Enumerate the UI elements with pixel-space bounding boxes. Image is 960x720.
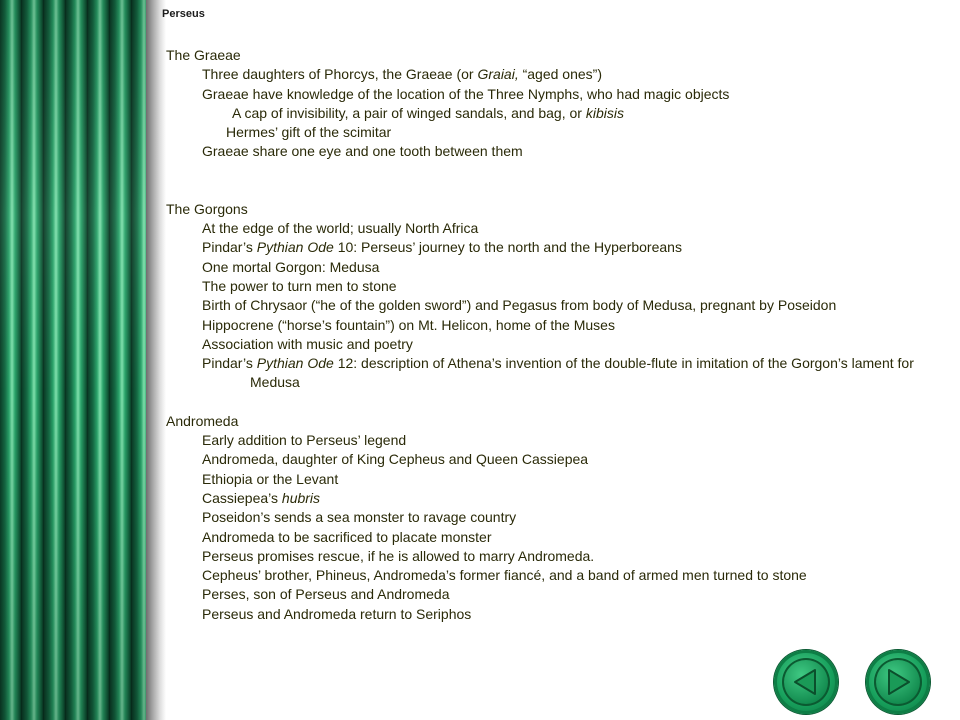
bullet-line: Perseus promises rescue, if he is allowed to marry Andromeda. [202, 547, 595, 564]
bullet-line: Pindar’s Pythian Ode 12: description of Athena’s invention of the double-flute in imitation of the Gorgon’s lament for Medusa [202, 355, 914, 391]
next-button[interactable] [866, 650, 930, 714]
section-graeae [166, 46, 946, 181]
forward-triangle-icon [880, 664, 916, 700]
decorative-side-band [0, 0, 146, 720]
bullet-line: Hermes’ gift of the scimitar [226, 124, 392, 141]
bullet-line: Cassiepea’s hubris [202, 489, 321, 506]
back-button[interactable] [774, 650, 838, 714]
slide-title: Perseus [162, 8, 205, 20]
slide-content [166, 46, 946, 624]
bullet-line: At the edge of the world; usually North Africa [202, 220, 479, 237]
side-band-shadow [146, 0, 166, 720]
back-triangle-icon [788, 664, 824, 700]
section-andromeda [166, 412, 946, 624]
bullet-line: Andromeda, daughter of King Cepheus and Queen Cassiepea [202, 451, 589, 468]
section-heading: Andromeda [166, 412, 239, 429]
bullet-line: Birth of Chrysaor (“he of the golden sword”) and Pegasus from body of Medusa, pregnant by Poseidon [202, 297, 837, 314]
bullet-line: Pindar’s Pythian Ode 10: Perseus’ journey to the north and the Hyperboreans [202, 239, 682, 256]
bullet-line: Perses, son of Perseus and Andromeda [202, 586, 450, 603]
bullet-line: Three daughters of Phorcys, the Graeae (or Graiai, “aged ones”) [202, 66, 602, 83]
bullet-line: Graeae share one eye and one tooth between them [202, 143, 523, 160]
section-heading: The Graeae [166, 47, 241, 63]
bullet-line: Early addition to Perseus’ legend [202, 432, 407, 449]
spacer [166, 162, 946, 181]
bullet-line: Ethiopia or the Levant [202, 470, 339, 487]
bullet-line: Hippocrene (“horse’s fountain”) on Mt. Helicon, home of the Muses [202, 316, 615, 333]
bullet-line: Graeae have knowledge of the location of the Three Nymphs, who had magic objects [202, 85, 730, 102]
section-gorgons [166, 200, 946, 393]
bullet-line: Andromeda to be sacrificed to placate monster [202, 528, 492, 545]
bullet-line: One mortal Gorgon: Medusa [202, 258, 380, 275]
bullet-line: Cepheus’ brother, Phineus, Andromeda’s former fiancé, and a band of armed men turned to stone [202, 567, 807, 584]
bullet-line: The power to turn men to stone [202, 277, 397, 294]
bullet-line: Poseidon’s sends a sea monster to ravage country [202, 509, 517, 526]
section-heading: The Gorgons [166, 200, 248, 217]
bullet-line: Perseus and Andromeda return to Seriphos [202, 605, 472, 622]
bullet-line: Association with music and poetry [202, 335, 413, 352]
bullet-line: A cap of invisibility, a pair of winged sandals, and bag, or kibisis [232, 104, 624, 121]
